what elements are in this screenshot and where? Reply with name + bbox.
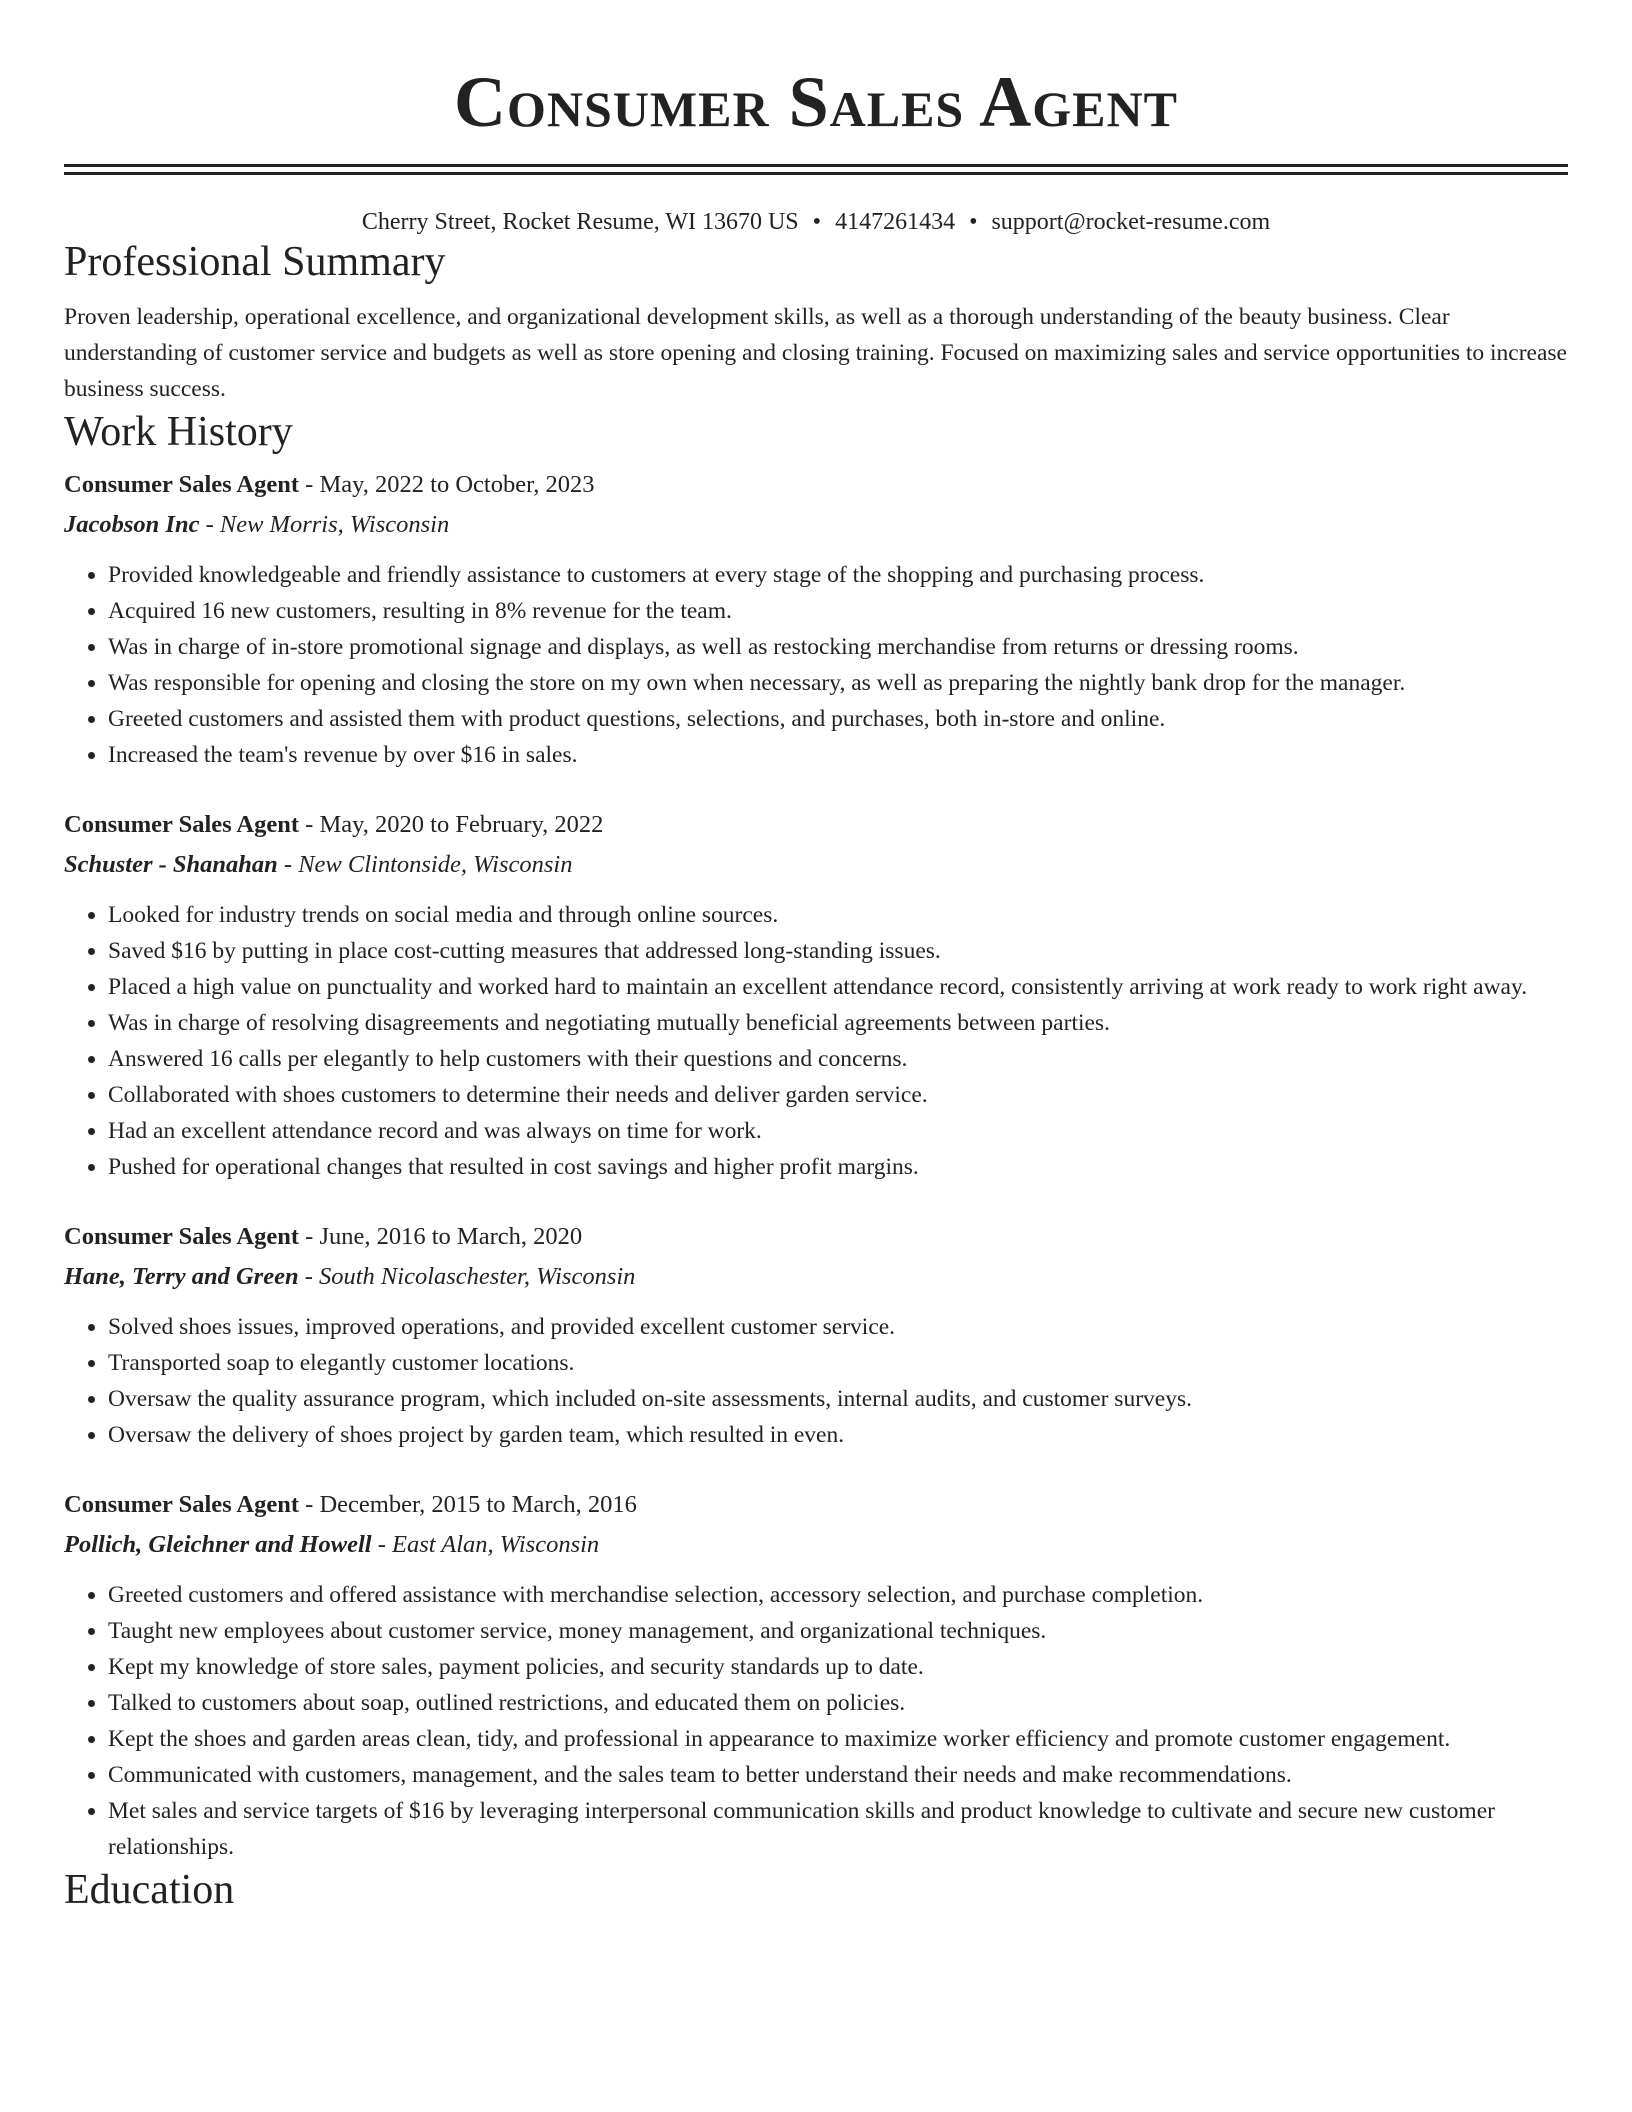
work-history-list	[64, 465, 1568, 1865]
job-bullet-item: • Acquired 16 new customers, resulting in 8% revenue for the team.	[108, 593, 1568, 629]
job-dates: - May, 2022 to October, 2023	[299, 471, 595, 498]
job-company: Hane, Terry and Green	[64, 1263, 299, 1290]
job-title-line	[64, 465, 1568, 505]
job-bullet-item: • Talked to customers about soap, outlined restrictions, and educated them on policies.	[108, 1685, 1568, 1721]
job-bullets	[64, 557, 1568, 773]
job-bullet-item: • Was in charge of resolving disagreements and negotiating mutually beneficial agreements between parties.	[108, 1005, 1568, 1041]
title-double-rule	[64, 164, 1568, 175]
job-bullet-item: • Collaborated with shoes customers to determine their needs and deliver garden service.	[108, 1077, 1568, 1113]
job-bullet-item: • Was in charge of in-store promotional signage and displays, as well as restocking merchandise from returns or dressing rooms.	[108, 629, 1568, 665]
job-bullet-item: • Kept my knowledge of store sales, payment policies, and security standards up to date.	[108, 1649, 1568, 1685]
job-bullet-item: • Answered 16 calls per elegantly to help customers with their questions and concerns.	[108, 1041, 1568, 1077]
contact-address: Cherry Street, Rocket Resume, WI 13670 US	[361, 209, 799, 235]
contact-line	[64, 207, 1568, 237]
job-bullet-item: • Had an excellent attendance record and was always on time for work.	[108, 1113, 1568, 1149]
contact-separator: •	[969, 209, 978, 235]
job-bullet-item: • Transported soap to elegantly customer locations.	[108, 1345, 1568, 1381]
resume-page	[64, 0, 1568, 1915]
job-bullet-item: • Pushed for operational changes that resulted in cost savings and higher profit margins.	[108, 1149, 1568, 1185]
job-company-line	[64, 505, 1568, 545]
job-title: Consumer Sales Agent	[64, 471, 300, 498]
job-title-line	[64, 1485, 1568, 1525]
job-entry	[64, 1485, 1568, 1865]
work-history-heading: Work History	[64, 409, 293, 455]
contact-phone[interactable]: 4147261434	[835, 209, 956, 235]
job-title: Consumer Sales Agent	[64, 1223, 300, 1250]
job-company: Schuster - Shanahan	[64, 851, 278, 878]
job-company-line	[64, 1525, 1568, 1565]
job-bullet-item: • Saved $16 by putting in place cost-cutting measures that addressed long-standing issues.	[108, 933, 1568, 969]
job-title: Consumer Sales Agent	[64, 811, 300, 838]
education-heading: Education	[64, 1867, 235, 1913]
job-company: Jacobson Inc	[64, 511, 200, 538]
job-bullets	[64, 1577, 1568, 1865]
job-company-line	[64, 845, 1568, 885]
job-bullets	[64, 1309, 1568, 1453]
job-bullet-item: • Solved shoes issues, improved operations, and provided excellent customer service.	[108, 1309, 1568, 1345]
job-bullet-item: • Oversaw the quality assurance program, which included on-site assessments, internal audits, and customer surveys.	[108, 1381, 1568, 1417]
summary-text: Proven leadership, operational excellence, and organizational development skills, as well as a thorough understanding of the beauty business. Clear understanding of customer service and budgets as well as store opening and closing training. Focused on maximizing sales and service opportunities to increase business success.	[64, 304, 1567, 402]
job-entry	[64, 805, 1568, 1185]
job-bullet-item: • Greeted customers and assisted them with product questions, selections, and purchases, both in-store and online.	[108, 701, 1568, 737]
job-bullet-item: • Communicated with customers, management, and the sales team to better understand their needs and make recommendations.	[108, 1757, 1568, 1793]
job-company: Pollich, Gleichner and Howell	[64, 1531, 372, 1558]
job-bullet-item: • Increased the team's revenue by over $16 in sales.	[108, 737, 1568, 773]
job-entry	[64, 1217, 1568, 1453]
job-dates: - June, 2016 to March, 2020	[299, 1223, 583, 1250]
job-title-line	[64, 805, 1568, 845]
summary-heading: Professional Summary	[64, 239, 446, 285]
job-dates: - December, 2015 to March, 2016	[299, 1491, 637, 1518]
job-location: - New Clintonside, Wisconsin	[277, 851, 573, 878]
job-bullet-item: • Placed a high value on punctuality and worked hard to maintain an excellent attendance record, consistently arriving at work ready to work right away.	[108, 969, 1568, 1005]
job-bullet-item: • Met sales and service targets of $16 by leveraging interpersonal communication skills and product knowledge to cultivate and secure new customer relationships.	[108, 1793, 1568, 1865]
job-company-line	[64, 1257, 1568, 1297]
job-bullet-item: • Oversaw the delivery of shoes project by garden team, which resulted in even.	[108, 1417, 1568, 1453]
job-title: Consumer Sales Agent	[64, 1491, 300, 1518]
job-location: - New Morris, Wisconsin	[199, 511, 450, 538]
job-bullet-item: • Looked for industry trends on social media and through online sources.	[108, 897, 1568, 933]
resume-title: Consumer Sales Agent	[454, 62, 1178, 142]
job-location: - South Nicolaschester, Wisconsin	[298, 1263, 636, 1290]
job-bullet-item: • Kept the shoes and garden areas clean, tidy, and professional in appearance to maximize worker efficiency and promote customer engagement.	[108, 1721, 1568, 1757]
job-bullet-item: • Greeted customers and offered assistance with merchandise selection, accessory selection, and purchase completion.	[108, 1577, 1568, 1613]
job-dates: - May, 2020 to February, 2022	[299, 811, 604, 838]
job-bullet-item: • Taught new employees about customer service, money management, and organizational techniques.	[108, 1613, 1568, 1649]
contact-separator: •	[812, 209, 822, 235]
job-title-line	[64, 1217, 1568, 1257]
contact-email[interactable]: support@rocket-resume.com	[991, 209, 1271, 235]
job-bullets	[64, 897, 1568, 1185]
job-location: - East Alan, Wisconsin	[371, 1531, 600, 1558]
job-entry	[64, 465, 1568, 773]
job-bullet-item: • Was responsible for opening and closing the store on my own when necessary, as well as preparing the nightly bank drop for the manager.	[108, 665, 1568, 701]
job-bullet-item: • Provided knowledgeable and friendly assistance to customers at every stage of the shopping and purchasing process.	[108, 557, 1568, 593]
